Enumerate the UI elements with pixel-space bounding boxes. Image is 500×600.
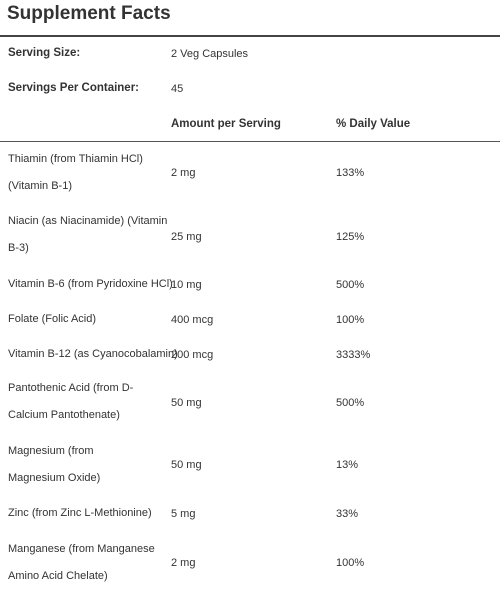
nutrient-name: Thiamin (from Thiamin HCl) (Vitamin B-1) xyxy=(8,153,143,192)
nutrient-row xyxy=(0,271,500,299)
nutrient-row xyxy=(0,306,500,334)
nutrient-name: Pantothenic Acid (from D-Calcium Pantothenate) xyxy=(8,382,134,421)
nutrient-name: Magnesium (from Magnesium Oxide) xyxy=(8,445,101,484)
servings-per-container-row xyxy=(0,75,500,103)
nutrient-daily-value: 3333% xyxy=(336,349,371,361)
panel-title: Supplement Facts xyxy=(7,3,171,24)
title-divider xyxy=(0,35,500,37)
nutrient-amount: 10 mg xyxy=(171,279,202,291)
nutrient-row xyxy=(0,438,500,492)
nutrient-daily-value: 100% xyxy=(336,314,365,326)
daily-value-header: % Daily Value xyxy=(336,118,411,130)
nutrient-amount: 2 mg xyxy=(171,167,196,179)
serving-size-row xyxy=(0,40,500,68)
header-divider xyxy=(0,141,500,142)
nutrient-row xyxy=(0,208,500,262)
servings-per-container-value: 45 xyxy=(171,83,184,95)
nutrient-name: Niacin (as Niacinamide) (Vitamin B-3) xyxy=(8,215,168,254)
nutrient-daily-value: 125% xyxy=(336,231,365,243)
serving-size-value: 2 Veg Capsules xyxy=(171,48,249,60)
nutrient-row xyxy=(0,500,500,528)
nutrient-amount: 25 mg xyxy=(171,231,202,243)
nutrient-daily-value: 100% xyxy=(336,557,365,569)
nutrient-amount: 400 mcg xyxy=(171,314,214,326)
nutrient-daily-value: 33% xyxy=(336,508,359,520)
nutrient-daily-value: 500% xyxy=(336,397,365,409)
nutrient-row xyxy=(0,375,500,429)
nutrient-name: Zinc (from Zinc L-Methionine) xyxy=(8,507,152,519)
nutrient-amount: 50 mg xyxy=(171,459,202,471)
nutrient-amount: 50 mg xyxy=(171,397,202,409)
nutrient-name: Folate (Folic Acid) xyxy=(8,313,97,325)
nutrient-row xyxy=(0,146,500,200)
serving-size-label: Serving Size: xyxy=(8,47,81,59)
nutrient-amount: 5 mg xyxy=(171,508,196,520)
servings-per-container-label: Servings Per Container: xyxy=(8,82,140,94)
nutrient-daily-value: 13% xyxy=(336,459,359,471)
nutrient-amount: 2 mg xyxy=(171,557,196,569)
column-header-row xyxy=(0,110,500,138)
nutrient-amount: 200 mcg xyxy=(171,349,214,361)
nutrient-name: Vitamin B-12 (as Cyanocobalamin) xyxy=(8,348,178,360)
nutrient-row xyxy=(0,536,500,590)
nutrient-row xyxy=(0,341,500,369)
amount-per-serving-header: Amount per Serving xyxy=(171,118,281,130)
nutrient-daily-value: 133% xyxy=(336,167,365,179)
nutrient-name: Manganese (from Manganese Amino Acid Chelate) xyxy=(8,543,155,582)
nutrient-name: Vitamin B-6 (from Pyridoxine HCl) xyxy=(8,278,173,290)
nutrient-daily-value: 500% xyxy=(336,279,365,291)
